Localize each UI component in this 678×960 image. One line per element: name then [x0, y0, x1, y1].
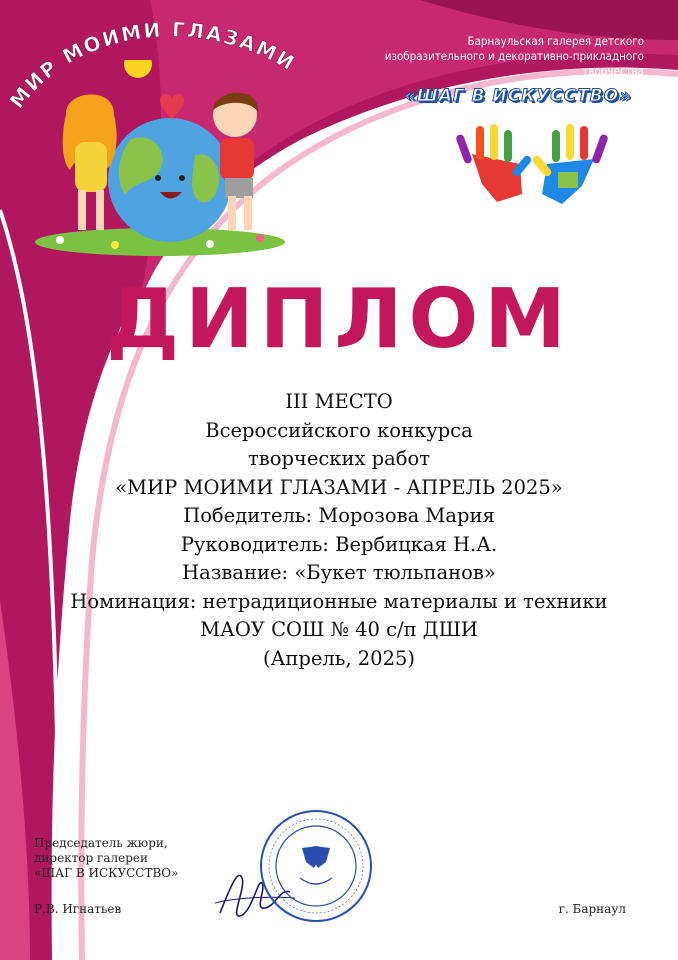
nomination-line: Номинация: нетрадиционные материалы и техники [70, 589, 608, 613]
work-title-line: Название: «Букет тюльпанов» [182, 561, 496, 584]
diploma-title: ДИПЛОМ [106, 272, 572, 367]
contest-type-line-2: творческих работ [247, 447, 431, 470]
supervisor-line: Руководитель: Вербицкая Н.А. [180, 532, 498, 556]
signature-line-1: Председатель жюри, [34, 836, 168, 850]
contest-type-line: Всероссийского конкурса [205, 418, 473, 442]
gallery-line-1: Барнаульская галерея детского [467, 34, 644, 48]
school-line: МАОУ СОШ № 40 с/п ДШИ [200, 618, 478, 641]
place-line: III МЕСТО [285, 390, 393, 413]
painted-hands-illustration [452, 124, 612, 224]
signature-line-2: директор галереи [34, 851, 148, 865]
city-label: г. Барнаул [558, 902, 626, 916]
signature-line-3: «ШАГ В ИСКУССТВО» [34, 866, 179, 880]
children-globe-illustration [20, 60, 290, 260]
gallery-logo-text: «ШАГ В ИСКУССТВО» [404, 86, 632, 106]
arc-title-text: МИР МОИМИ ГЛАЗАМИ [4, 17, 301, 113]
date-line: (Апрель, 2025) [262, 646, 416, 670]
signature-block [34, 836, 179, 881]
signer-name: Р.В. Игнатьев [34, 902, 122, 916]
winner-line: Победитель: Морозова Мария [183, 504, 495, 527]
gallery-line-2: изобразительного и декоративно-прикладного творчества [384, 49, 644, 78]
official-stamp [258, 808, 374, 924]
contest-name-line: «МИР МОИМИ ГЛАЗАМИ - АПРЕЛЬ 2025» [115, 475, 563, 499]
diploma-body [0, 388, 678, 673]
gallery-heading [344, 34, 644, 79]
